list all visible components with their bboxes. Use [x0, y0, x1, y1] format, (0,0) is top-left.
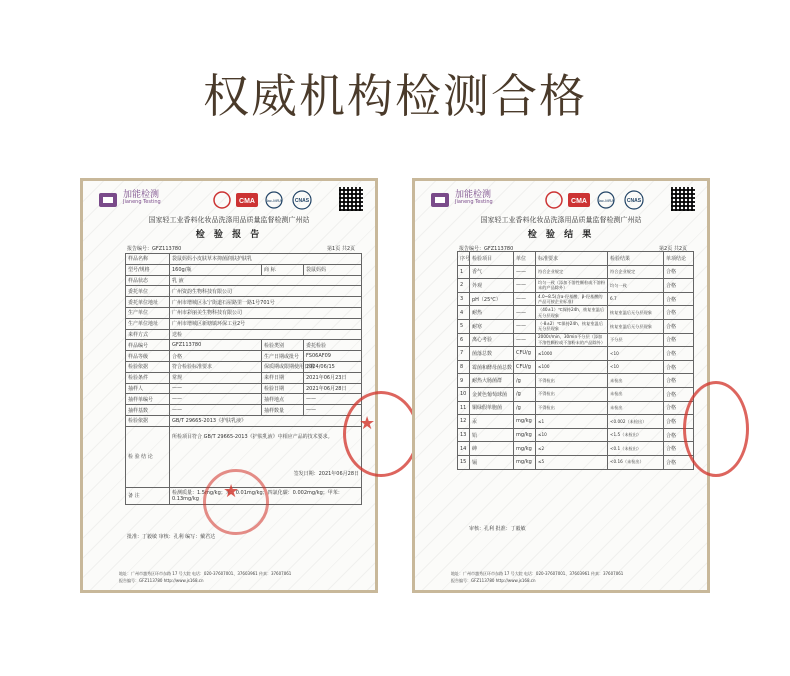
table-cell: 检 验 结 论 — [126, 426, 170, 487]
table-cell: —— — [514, 306, 536, 320]
signature-text: 批准：丁毅敏 审核：孔利 编写：戴君达 — [127, 534, 216, 540]
table-cell: 抽样人 — [126, 383, 170, 394]
table-cell: 合格 — [664, 387, 694, 401]
ilac-mark-label: ilac-MRA — [265, 198, 283, 203]
table-cell: 样品等级 — [126, 351, 170, 362]
table-cell: <10 — [608, 347, 664, 361]
edge-seal-stamp — [683, 381, 749, 477]
table-cell: 合格 — [664, 319, 694, 333]
page-number: 第2页 共2页 — [659, 246, 687, 252]
table-cell: 4.0~8.5(含α-羟基酸、β-羟基酸的产品可按企业标准) — [536, 292, 608, 306]
table-row — [458, 455, 694, 469]
table-row — [126, 405, 362, 416]
table-cell: 合格 — [664, 428, 694, 442]
table-cell: <10 — [608, 360, 664, 374]
table-cell: 4 — [458, 306, 470, 320]
table-cell: /g — [514, 401, 536, 415]
table-cell: 合格 — [664, 442, 694, 456]
cnas-mark-label: CNAS — [294, 198, 310, 204]
table-cell: 未检出 — [608, 374, 664, 388]
table-cell: —— — [514, 333, 536, 347]
table-row — [458, 306, 694, 320]
table-cell: 型号/规格 — [126, 264, 170, 275]
table-row — [458, 347, 694, 361]
table-cell: 2 — [458, 279, 470, 293]
footer-address: 地址：广州市越秀区环市东路 17 号大院 电话：020-37607001、37603961 传真：37607061 — [119, 571, 292, 576]
table-cell: —— — [170, 383, 262, 394]
table-row — [126, 275, 362, 286]
table-cell: —— — [514, 279, 536, 293]
table-cell: 抽样基数 — [126, 405, 170, 416]
table-cell: 11 — [458, 401, 470, 415]
table-row — [458, 442, 694, 456]
logo-name: 加能检测 — [455, 190, 492, 200]
table-cell: 广州市增城区永宁街道石屋路里一路1号701号 — [170, 297, 362, 308]
table-cell: 广州市彩丽美生物科技有限公司 — [170, 307, 362, 318]
table-cell: 检验类别 — [262, 340, 304, 351]
seal-icon — [546, 192, 562, 208]
table-row — [126, 254, 362, 265]
table-cell: 不得检出 — [536, 387, 608, 401]
table-cell: ≤100 — [536, 360, 608, 374]
table-cell: 符合企业规定 — [608, 265, 664, 279]
table-row — [126, 372, 362, 383]
table-cell: 砷 — [470, 442, 514, 456]
table-cell: 送检 — [170, 329, 362, 340]
table-cell: 3 — [458, 292, 470, 306]
table-cell: 委托单位 — [126, 286, 170, 297]
footer-number: 报告编号：GFZ113780 http://www.js168.cn — [451, 578, 536, 583]
table-cell: —— — [514, 265, 536, 279]
table-cell: （40±1）℃保持24h，恢复室温后无分层现象 — [536, 306, 608, 320]
table-cell: 15 — [458, 455, 470, 469]
table-cell: 合格 — [664, 279, 694, 293]
table-row — [126, 340, 362, 351]
table-cell: 均匀一致（添加不溶性颗粒或不溶粉末的产品除外） — [536, 279, 608, 293]
page-number: 第1页 共2页 — [327, 246, 355, 252]
table-cell: 14 — [458, 442, 470, 456]
table-cell: mg/kg — [514, 442, 536, 456]
table-cell: 备 注 — [126, 487, 170, 504]
table-cell: 2021年06月23日 — [304, 372, 362, 383]
table-cell: mg/kg — [514, 455, 536, 469]
logo-name: 加能检测 — [123, 190, 160, 200]
table-cell: ≤5 — [536, 455, 608, 469]
footer-number: 报告编号：GFZ113780 http://www.js168.cn — [119, 578, 204, 583]
table-row — [126, 351, 362, 362]
table-cell: 1 — [458, 265, 470, 279]
table-cell: 检验依据 — [126, 361, 170, 372]
table-cell: 6 — [458, 333, 470, 347]
table-cell: 耐寒 — [470, 319, 514, 333]
table-cell: ≤1 — [536, 415, 608, 429]
inspection-report-page-1 — [80, 178, 378, 593]
table-cell: 5 — [458, 319, 470, 333]
edge-seal-stamp — [343, 391, 419, 477]
signature-line — [127, 533, 215, 540]
table-cell: 检验条件 — [126, 372, 170, 383]
table-row — [126, 383, 362, 394]
table-cell: 检验日期 — [262, 383, 304, 394]
column-header: 单项结论 — [664, 252, 694, 266]
table-cell: 耐热大肠菌群 — [470, 374, 514, 388]
table-cell: 抽样单编号 — [126, 394, 170, 405]
results-table — [457, 251, 694, 470]
signature-text: 审核：孔利 批准：丁毅敏 — [469, 526, 526, 532]
table-cell: 来样日期 — [262, 372, 304, 383]
table-cell: 常规 — [170, 372, 262, 383]
table-cell: 样品编号 — [126, 340, 170, 351]
table-header-row — [458, 252, 694, 266]
table-cell: 检验依据 — [126, 415, 170, 426]
signature-line — [469, 525, 526, 532]
seal-icon — [214, 192, 230, 208]
report-number: 报告编号：GFZ113780 — [127, 246, 182, 252]
table-row — [458, 374, 694, 388]
qr-code-icon — [339, 187, 363, 211]
certification-marks — [544, 189, 654, 211]
table-cell: 恢复室温后无分层现象 — [608, 319, 664, 333]
table-cell: 合格 — [664, 455, 694, 469]
table-cell: mg/kg — [514, 415, 536, 429]
table-cell: 不得检出 — [536, 401, 608, 415]
table-cell: 合格 — [664, 333, 694, 347]
table-cell: /g — [514, 387, 536, 401]
table-cell: 未检出 — [608, 387, 664, 401]
report-title: 检 验 报 告 — [195, 230, 263, 240]
table-cell: 耐热 — [470, 306, 514, 320]
table-cell: GB/T 29665-2013《护肤乳液》 — [170, 415, 362, 426]
cma-mark-label: CMA — [239, 198, 255, 205]
table-cell: 来样方式 — [126, 329, 170, 340]
table-cell: 合格 — [664, 347, 694, 361]
table-cell: 160g/瓶 — [170, 264, 262, 275]
conclusion-text: 所检项目符合 GB/T 29665-2013《护肤乳液》中相应产品的技术要求。 — [172, 433, 333, 440]
jianeng-logo-icon — [97, 189, 119, 211]
table-cell: —— — [514, 292, 536, 306]
report-number: 报告编号：GFZ113780 — [459, 246, 514, 252]
table-cell: 金黄色葡萄球菌 — [470, 387, 514, 401]
table-cell: 广州资韵生物科技有限公司 — [170, 286, 362, 297]
table-cell: pH（25℃） — [470, 292, 514, 306]
table-cell: /g — [514, 374, 536, 388]
table-cell: 广州市增城区新塘镇环保工业2号 — [170, 318, 362, 329]
table-row — [458, 415, 694, 429]
table-cell: 抽样地点 — [262, 394, 304, 405]
logo-subtitle: Jianeng Testing — [455, 199, 493, 205]
column-header: 检验项目 — [470, 252, 514, 266]
table-cell: 镉 — [470, 455, 514, 469]
jianeng-logo-icon — [429, 189, 451, 211]
table-row — [126, 307, 362, 318]
edge-seal-star-icon: ★ — [359, 413, 376, 434]
table-cell: <1.5（未检出） — [608, 428, 664, 442]
issue-date: 签发日期：2021年06月28日 — [293, 470, 360, 477]
report-footer — [119, 570, 363, 584]
report-organization: 国家轻工业香料化妆品洗涤用品质量监督检测广州站 — [148, 216, 310, 224]
table-row — [126, 297, 362, 308]
qr-code-icon — [671, 187, 695, 211]
table-cell: 乳 液 — [170, 275, 362, 286]
table-cell: <0.16（未检出） — [608, 455, 664, 469]
report-title: 检 验 结 果 — [527, 230, 595, 240]
table-cell: 符合检验标准要求 — [170, 361, 262, 372]
official-seal-stamp — [203, 469, 269, 535]
table-cell: 合格 — [664, 360, 694, 374]
table-cell: 合格 — [664, 415, 694, 429]
table-cell: 合格 — [664, 292, 694, 306]
logo-subtitle: Jianeng Testing — [123, 199, 161, 205]
table-cell: ≤10 — [536, 428, 608, 442]
table-cell: CFU/g — [514, 347, 536, 361]
table-cell: 未检出 — [608, 401, 664, 415]
table-cell: —— — [514, 319, 536, 333]
table-row — [126, 329, 362, 340]
table-row — [126, 264, 362, 275]
table-cell: 保质期或限期使用日期 — [262, 361, 304, 372]
table-cell: ≤1000 — [536, 347, 608, 361]
table-cell: 委托单位地址 — [126, 297, 170, 308]
table-cell: 合格 — [664, 265, 694, 279]
table-cell: 汞 — [470, 415, 514, 429]
table-cell: —— — [304, 394, 362, 405]
table-cell: 菌落总数 — [470, 347, 514, 361]
column-header: 标准要求 — [536, 252, 608, 266]
table-cell: 9 — [458, 374, 470, 388]
table-row — [126, 394, 362, 405]
table-row — [458, 387, 694, 401]
table-row — [126, 318, 362, 329]
table-cell: 离心考验 — [470, 333, 514, 347]
table-row — [126, 415, 362, 426]
report-header — [429, 187, 695, 213]
report-info-table — [125, 253, 362, 505]
table-cell: 袋鼠妈妈 — [304, 264, 362, 275]
table-row — [458, 333, 694, 347]
table-row — [458, 319, 694, 333]
table-cell: 铜绿假单胞菌 — [470, 401, 514, 415]
table-cell: 生产日期或批号 — [262, 351, 304, 362]
table-cell: CFU/g — [514, 360, 536, 374]
table-cell: 霉菌和酵母菌总数 — [470, 360, 514, 374]
cma-mark-label: CMA — [571, 198, 587, 205]
table-cell: 不分层 — [608, 333, 664, 347]
table-cell: —— — [170, 405, 262, 416]
table-cell: 不得检出 — [536, 374, 608, 388]
table-row — [458, 360, 694, 374]
table-row — [458, 401, 694, 415]
table-cell: 6.7 — [608, 292, 664, 306]
table-cell: 检测质量：1.5mg/kg；苯：0.01mg/kg；四氯化碳：0.002mg/kg；甲苯：0.13mg/kg — [170, 487, 362, 504]
certification-marks — [212, 189, 322, 211]
table-cell: 符合企业规定 — [536, 265, 608, 279]
table-cell: —— — [170, 394, 262, 405]
table-cell: 生产单位 — [126, 307, 170, 318]
table-cell: —— — [304, 405, 362, 416]
table-cell: 恢复室温后无分层现象 — [608, 306, 664, 320]
table-cell: （-8±2）℃保持24h，恢复室温后无分层现象 — [536, 319, 608, 333]
table-cell: ≤2 — [536, 442, 608, 456]
table-cell: 2021年06月28日 — [304, 383, 362, 394]
table-cell: 均匀一致 — [608, 279, 664, 293]
table-cell: mg/kg — [514, 428, 536, 442]
table-cell: 抽样数量 — [262, 405, 304, 416]
column-header: 单位 — [514, 252, 536, 266]
table-cell: 13 — [458, 428, 470, 442]
table-cell: 8 — [458, 360, 470, 374]
conclusion-cell — [170, 426, 362, 487]
table-cell: 委托检验 — [304, 340, 362, 351]
table-cell: 2024/06/15 — [304, 361, 362, 372]
table-cell: 合格 — [664, 401, 694, 415]
table-cell: FS06AF09 — [304, 351, 362, 362]
table-cell: 香气 — [470, 265, 514, 279]
footer-address: 地址：广州市越秀区环市东路 17 号大院 电话：020-37607001、37603961 传真：37607061 — [451, 571, 624, 576]
table-cell: 10 — [458, 387, 470, 401]
table-row — [458, 292, 694, 306]
table-cell: 铅 — [470, 428, 514, 442]
column-header: 序号 — [458, 252, 470, 266]
table-row — [458, 428, 694, 442]
table-cell: GFZ113780 — [170, 340, 262, 351]
table-cell: 样品状态 — [126, 275, 170, 286]
table-row — [458, 279, 694, 293]
table-cell: 商 标 — [262, 264, 304, 275]
cnas-mark-label: CNAS — [626, 198, 642, 204]
column-header: 检验结果 — [608, 252, 664, 266]
table-cell: 生产单位地址 — [126, 318, 170, 329]
table-cell: 7 — [458, 347, 470, 361]
table-cell: 12 — [458, 415, 470, 429]
table-cell: <0.002（未检出） — [608, 415, 664, 429]
table-row — [126, 361, 362, 372]
table-cell: <0.1（未检出） — [608, 442, 664, 456]
page-title: 权威机构检测合格 — [203, 69, 587, 123]
table-cell: 合格 — [170, 351, 262, 362]
report-footer — [451, 570, 695, 584]
report-organization: 国家轻工业香料化妆品洗涤用品质量监督检测广州站 — [480, 216, 642, 224]
table-cell: 外观 — [470, 279, 514, 293]
table-cell: 合格 — [664, 306, 694, 320]
seal-star-icon: ★ — [223, 481, 240, 502]
report-header — [97, 187, 363, 213]
table-row — [458, 265, 694, 279]
table-cell: 2000r/min，30min不分层（添加不溶性颗粒或不溶粉末的产品除外） — [536, 333, 608, 347]
inspection-report-page-2 — [412, 178, 710, 593]
table-cell: 袋鼠妈妈小皮肤草本抑菌润肤护肤乳 — [170, 254, 362, 265]
table-cell: 样品名称 — [126, 254, 170, 265]
table-cell: 合格 — [664, 374, 694, 388]
ilac-mark-label: ilac-MRA — [597, 198, 615, 203]
table-row — [126, 286, 362, 297]
